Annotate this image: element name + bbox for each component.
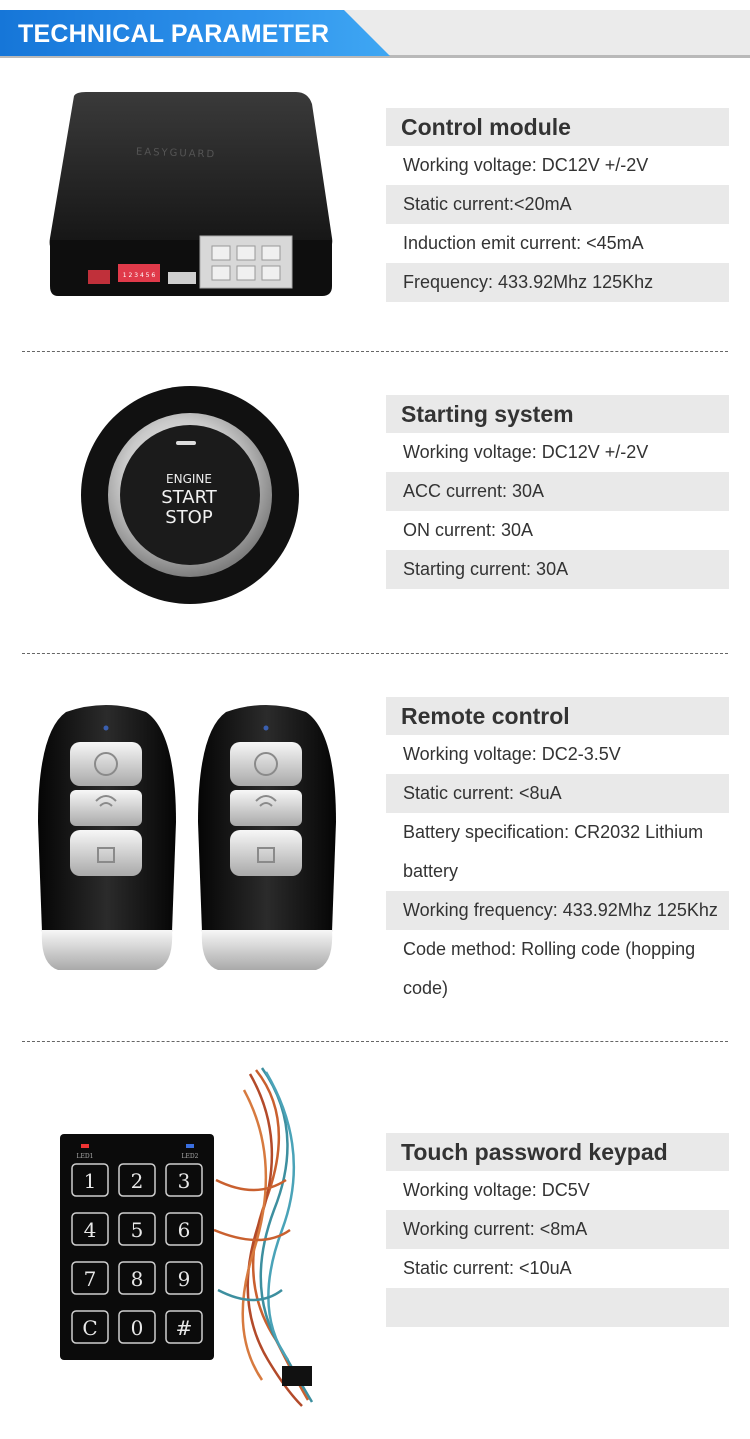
spec-row: Code method: Rolling code (hopping code): [403, 939, 696, 998]
keypad-key-label: 0: [130, 1316, 144, 1340]
spec-row: Working frequency: 433.92Mhz 125Khz: [386, 891, 729, 930]
spec-title: Touch password keypad: [386, 1133, 729, 1171]
indicator-light: [176, 441, 196, 445]
dip-switch-text: 1 2 3 4 5 6: [122, 272, 156, 279]
section-header: [0, 0, 750, 58]
spec-row: Static current: <8uA: [386, 774, 729, 813]
keypad-key-label: 5: [130, 1218, 144, 1242]
spec-title: Remote control: [386, 697, 729, 735]
keypad-key-label: 8: [130, 1267, 144, 1291]
usb-port: [168, 272, 196, 284]
spec-title: Starting system: [386, 395, 729, 433]
remote-key-fob-left: [38, 705, 176, 970]
spec-row: Static current: <10uA: [403, 1258, 572, 1278]
spec-row: Induction emit current: <45mA: [403, 233, 644, 253]
keypad-key-label: 2: [130, 1169, 144, 1193]
spec-title: Control module: [386, 108, 729, 146]
spec-row: ACC current: 30A: [386, 472, 729, 511]
page-title: TECHNICAL PARAMETER: [18, 20, 330, 48]
section-divider: [22, 653, 728, 654]
spec-row: Working voltage: DC12V +/-2V: [403, 442, 649, 462]
control-module-image: [46, 90, 336, 300]
spec-row: ON current: 30A: [403, 520, 534, 540]
start-stop-button-image: [78, 385, 302, 607]
spec-row: Working current: <8mA: [386, 1210, 729, 1249]
button-label-stop: STOP: [165, 507, 213, 528]
spec-table-control-module: [386, 108, 729, 302]
button-label-start: START: [161, 487, 217, 508]
section-divider: [22, 1041, 728, 1042]
spec-row: Static current:<20mA: [386, 185, 729, 224]
remote-key-fob-right: [198, 705, 336, 970]
touch-keypad-image: [56, 1060, 346, 1415]
spec-row: Battery specification: CR2032 Lithium battery: [403, 822, 704, 881]
keypad-key-label: 6: [177, 1218, 191, 1242]
keypad-key-label: 9: [177, 1267, 191, 1291]
red-connector: [88, 270, 110, 284]
led1-label: LED1: [76, 1153, 94, 1160]
spec-table-starting-system: [386, 395, 729, 589]
section-divider: [22, 351, 728, 352]
spec-row: Working voltage: DC5V: [403, 1180, 590, 1200]
spec-row: Working voltage: DC2-3.5V: [403, 744, 621, 764]
keypad-key-label: 7: [83, 1267, 97, 1291]
spec-row: Frequency: 433.92Mhz 125Khz: [386, 263, 729, 302]
spec-row: [386, 1288, 729, 1327]
remote-control-image: [36, 702, 346, 977]
keypad-key-label: 1: [83, 1169, 97, 1193]
button-label-engine: ENGINE: [166, 472, 212, 486]
wire-bundle: [214, 1068, 312, 1406]
spec-table-remote-control: [386, 697, 729, 1008]
keypad-key-label: 3: [177, 1169, 191, 1193]
spec-row: Working voltage: DC12V +/-2V: [403, 155, 649, 175]
spec-table-touch-keypad: [386, 1133, 729, 1327]
spec-row: Starting current: 30A: [386, 550, 729, 589]
keypad-key-label: C: [82, 1316, 98, 1340]
wire-connector: [282, 1366, 312, 1386]
keypad-key-label: 4: [83, 1218, 97, 1242]
led2-label: LED2: [181, 1153, 199, 1160]
keypad-key-label: #: [175, 1316, 193, 1340]
brand-text: EASYGUARD: [135, 146, 217, 161]
